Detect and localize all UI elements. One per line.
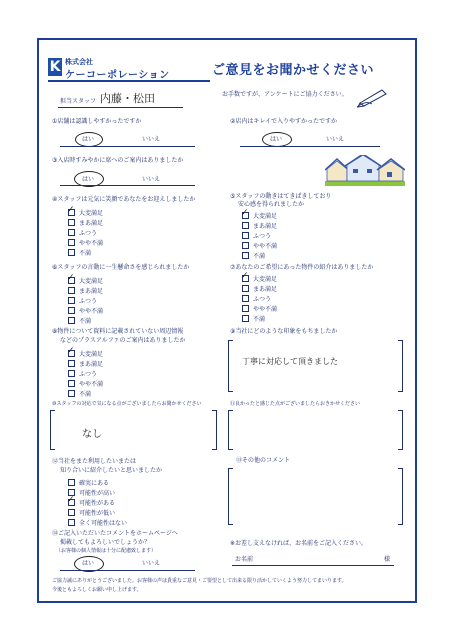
q6-option[interactable]: 大変満足 [68,277,103,285]
q1-label: ①店舗は認識しやすかったですか [52,118,142,125]
q9-bracket-left [228,340,233,392]
q4-label: ④スタッフは元気に笑顔であなたをお迎えしましたか [52,196,196,203]
q5-option[interactable]: まあ満足 [242,222,277,230]
q7-label: ⑦あなたのご希望にあった物件の紹介はありましたか [230,264,374,271]
q12-option[interactable]: 全く可能性はない [68,519,127,527]
q3-no[interactable]: いいえ [142,176,161,183]
q14-yes[interactable]: はい [82,560,95,567]
q9-answer[interactable]: 丁寧に対応して頂きました [242,357,338,366]
staff-value[interactable]: 内藤・松田 [100,92,155,105]
q8-option[interactable]: やや不満 [68,380,103,388]
q2-label: ②店内はキレイで入りやすかったですか [230,118,338,125]
q10-bracket-left [50,410,55,450]
q2-answer-circle [262,132,292,147]
q12-label-1: ⑫当社をまた利用したいまたは [52,458,137,465]
q5-option[interactable]: 不満 [242,252,265,260]
staff-underline [58,107,183,108]
q4-option[interactable]: 不満 [68,249,91,257]
name-note: ※お差し支えなければ、お名前をご記入ください。 [230,540,368,547]
q6-check-mark-icon: ✓ [67,273,75,283]
q8-label-1: ⑧物件について資料に記載されていない周辺情報 [52,328,184,335]
q11-label: ⑪良かったと感じた点がございましたらおきかせください [230,401,361,407]
q10-bracket-right [212,410,217,450]
footer-line-1: ご協力誠にありがとうございました。お客様の声は貴重なご意見・ご要望として出来る限り活かしていくよう努力してまいります。 [52,578,347,584]
q1-no[interactable]: いいえ [142,136,161,143]
name-label: お名前 [235,556,254,563]
q6-label: ⑥スタッフの言動に一生懸命さを感じられましたか [52,264,190,271]
q3-label: ③入店時すみやかに席へのご案内はありましたか [52,157,184,164]
q4-check-mark-icon: ✓ [67,205,75,215]
q5-option[interactable]: 大変満足 [242,212,277,220]
q4-option[interactable]: まあ満足 [68,219,103,227]
q1-yes[interactable]: はい [82,136,95,143]
page-title: ご意見をお聞かせください [212,63,375,78]
q12-option[interactable]: 可能性が高い [68,489,115,497]
q12-option[interactable]: 確実にある [68,479,109,487]
q6-option[interactable]: まあ満足 [68,287,103,295]
company-name: ケーコーポレーション [65,70,170,81]
intro-text: お手数ですが、アンケートにご協力ください。 [222,91,348,98]
houses-illustration-icon [325,155,405,187]
header-underline [48,80,210,82]
company-logo-icon: K [49,59,61,75]
q2-underline [240,146,380,147]
q5-label-2: 安心感を得られましたか [238,201,305,208]
q6-option[interactable]: ふつう [68,297,97,305]
q7-check-mark-icon: ✓ [241,271,249,281]
q8-option[interactable]: まあ満足 [68,360,103,368]
q9-bracket-right [398,340,403,392]
q4-option[interactable]: やや不満 [68,239,103,247]
company-type-label: 株式会社 [65,58,93,66]
q3-yes[interactable]: はい [82,176,95,183]
q2-yes[interactable]: はい [270,136,283,143]
q14-label-2: 掲載してもよろしいでしょうか？ [60,539,151,546]
q2-no[interactable]: いいえ [326,136,345,143]
staff-label: 担当スタッフ [60,98,97,105]
q1-answer-circle [75,132,103,147]
q7-option[interactable]: 不満 [242,315,265,323]
q13-bracket-right [398,468,403,525]
q6-option[interactable]: やや不満 [68,307,103,315]
name-input-line[interactable] [232,565,394,566]
q7-option[interactable]: 大変満足 [242,275,277,283]
pen-icon [356,86,390,108]
q7-option[interactable]: ふつう [242,295,271,303]
q4-option[interactable]: 大変満足 [68,209,103,217]
q12-option[interactable]: 可能性がある [68,499,115,507]
q5-check-mark-icon: ✓ [241,208,249,218]
q14-note: （お客様の個人情報は十分に配慮致します） [56,548,157,554]
q10-answer[interactable]: なし [82,429,102,440]
name-suffix: 様 [384,556,391,563]
q9-label: ⑨当社にどのような印象をもちましたか [230,328,338,335]
q14-underline [60,570,195,571]
q4-option[interactable]: ふつう [68,229,97,237]
q13-bracket-left [228,468,233,525]
q5-label-1: ⑤スタッフの動きはてきぱきしており [230,193,332,200]
q14-label-1: ⑭ご記入いただいたコメントをホームページへ [52,530,178,537]
q7-option[interactable]: やや不満 [242,305,277,313]
q8-option[interactable]: ふつう [68,370,97,378]
q7-option[interactable]: まあ満足 [242,285,277,293]
q10-label: ⑩スタッフの対応で気になる点がございましたらお聞かせください [52,401,202,407]
q1-underline [60,146,195,147]
q12-option[interactable]: 可能性が低い [68,509,115,517]
q8-option[interactable]: 不満 [68,390,91,398]
q5-option[interactable]: やや不満 [242,242,277,250]
q14-no[interactable]: いいえ [142,560,161,567]
q8-label-2: などのプラスアルファのご案内はありましたか [60,337,186,344]
q6-option[interactable]: 不満 [68,317,91,325]
q11-bracket-right [398,410,403,450]
q13-label: ⑬その他のコメント [236,457,291,464]
q8-option[interactable]: 大変満足 [68,350,103,358]
q3-underline [60,185,195,186]
q12-check-mark-icon: ✓ [67,495,75,505]
q5-option[interactable]: ふつう [242,232,271,240]
q8-check-mark-icon: ✓ [67,346,75,356]
q11-bracket-left [228,410,233,450]
q12-label-2: 知り合いに紹介したいと思いましたか [60,467,163,474]
footer-line-2: 今後ともよろしくお願い申し上げます。 [52,587,142,593]
